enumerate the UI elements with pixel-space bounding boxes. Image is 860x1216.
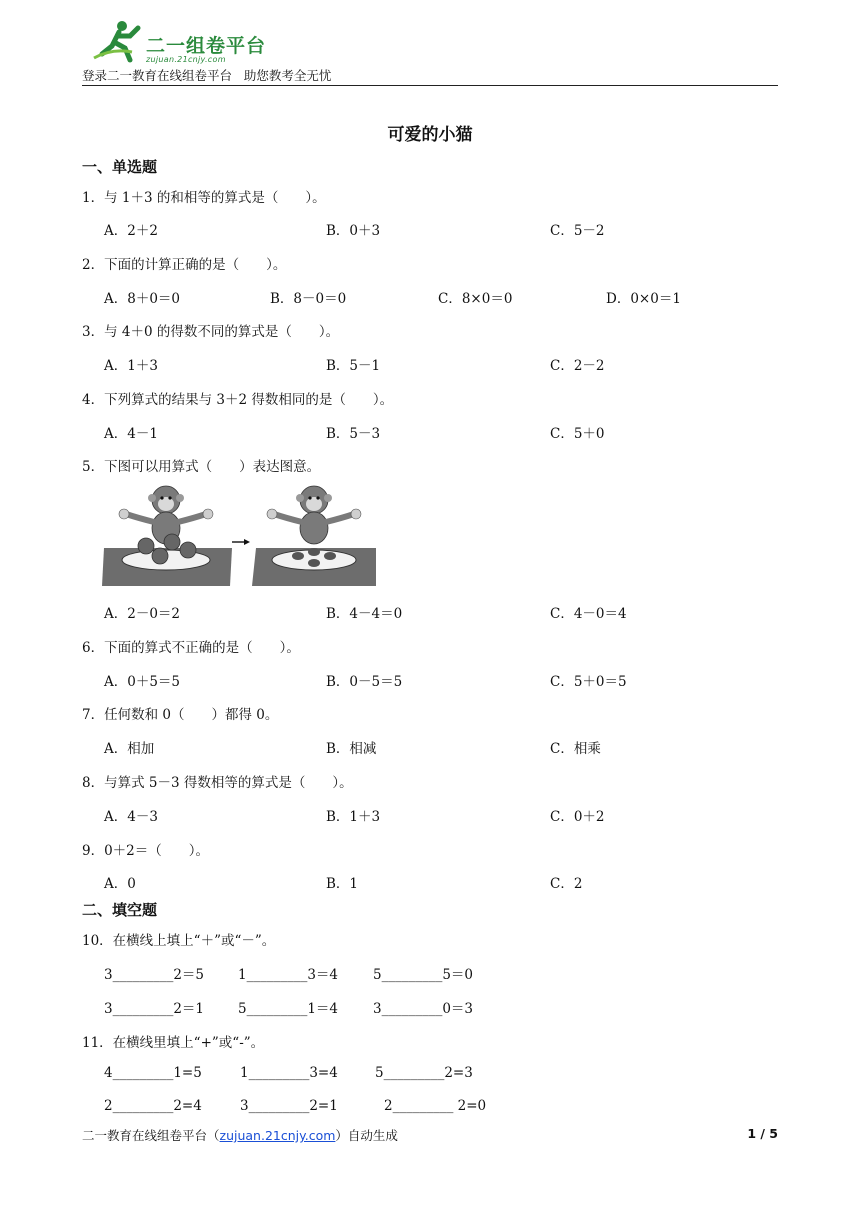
- q4-option-b[interactable]: B．5－3: [326, 426, 381, 442]
- q6-option-c[interactable]: C．5＋0＝5: [550, 674, 627, 690]
- question-11: 11．在横线里填上“+”或“-”。: [82, 1035, 265, 1051]
- monkey-with-peach-pits-icon: [252, 486, 376, 586]
- q4-option-a[interactable]: A．4－1: [104, 426, 158, 442]
- question-5: 5．下图可以用算式（ ）表达图意。: [82, 459, 321, 475]
- q10-blank-4[interactable]: 3_________2＝1: [104, 1001, 205, 1017]
- q9-option-b[interactable]: B．1: [326, 876, 359, 892]
- question-7: 7．任何数和 0（ ）都得 0。: [82, 707, 279, 723]
- q2-option-a[interactable]: A．8＋0＝0: [104, 291, 181, 307]
- section-heading-fill-in: 二、填空题: [82, 901, 158, 919]
- q11-blank-2[interactable]: 1_________3=4: [240, 1065, 338, 1081]
- q5-option-a[interactable]: A．2－0＝2: [104, 606, 181, 622]
- question-6: 6．下面的算式不正确的是（ ）。: [82, 640, 300, 656]
- brand-url: zujuan.21cnjy.com: [146, 55, 226, 64]
- q10-blank-3[interactable]: 5_________5＝0: [373, 967, 474, 983]
- q8-option-a[interactable]: A．4－3: [104, 809, 158, 825]
- monkey-peaches-illustration: [100, 484, 380, 588]
- question-8: 8．与算式 5－3 得数相等的算式是（ ）。: [82, 775, 353, 791]
- q1-option-a[interactable]: A．2＋2: [104, 223, 158, 239]
- q3-option-a[interactable]: A．1＋3: [104, 358, 158, 374]
- q9-option-a[interactable]: A．0: [104, 876, 136, 892]
- q5-option-c[interactable]: C．4－0＝4: [550, 606, 627, 622]
- q7-option-c[interactable]: C．相乘: [550, 741, 601, 757]
- q8-option-c[interactable]: C．0＋2: [550, 809, 605, 825]
- brand-logo-icon: [92, 18, 144, 64]
- q1-option-c[interactable]: C．5－2: [550, 223, 605, 239]
- q2-option-d[interactable]: D．0×0＝1: [606, 291, 681, 307]
- document-title: 可爱的小猫: [387, 125, 473, 145]
- q11-blank-4[interactable]: 2_________2=4: [104, 1098, 202, 1114]
- q7-option-b[interactable]: B．相减: [326, 741, 377, 757]
- q1-option-b[interactable]: B．0＋3: [326, 223, 381, 239]
- q4-option-c[interactable]: C．5＋0: [550, 426, 605, 442]
- q10-blank-1[interactable]: 3_________2＝5: [104, 967, 205, 983]
- q11-blank-6[interactable]: 2_________ 2=0: [384, 1098, 487, 1114]
- page-number: 1 / 5: [747, 1126, 778, 1141]
- question-1: 1．与 1＋3 的和相等的算式是（ ）。: [82, 190, 326, 206]
- footer-link[interactable]: zujuan.21cnjy.com: [219, 1128, 336, 1143]
- monkey-with-four-peaches-icon: [102, 486, 232, 586]
- footer-text: [82, 1126, 398, 1144]
- q3-option-c[interactable]: C．2－2: [550, 358, 605, 374]
- q2-option-b[interactable]: B．8－0＝0: [270, 291, 347, 307]
- q11-blank-1[interactable]: 4_________1=5: [104, 1065, 202, 1081]
- arrow-right-icon: [232, 539, 250, 545]
- header-tagline: 登录二一教育在线组卷平台 助您教考全无忧: [82, 68, 332, 83]
- q10-blank-6[interactable]: 3_________0＝3: [373, 1001, 474, 1017]
- q11-blank-5[interactable]: 3_________2=1: [240, 1098, 338, 1114]
- q8-option-b[interactable]: B．1＋3: [326, 809, 381, 825]
- question-3: 3．与 4＋0 的得数不同的算式是（ ）。: [82, 324, 340, 340]
- q11-blank-3[interactable]: 5_________2=3: [375, 1065, 473, 1081]
- q2-option-c[interactable]: C．8×0＝0: [438, 291, 513, 307]
- question-10: 10．在横线上填上“＋”或“－”。: [82, 933, 276, 949]
- footer-suffix: ）自动生成: [335, 1128, 398, 1143]
- q9-option-c[interactable]: C．2: [550, 876, 583, 892]
- q10-blank-2[interactable]: 1_________3＝4: [238, 967, 339, 983]
- q5-option-b[interactable]: B．4－4＝0: [326, 606, 403, 622]
- q10-blank-5[interactable]: 5_________1＝4: [238, 1001, 339, 1017]
- q7-option-a[interactable]: A．相加: [104, 741, 155, 757]
- question-4: 4．下列算式的结果与 3＋2 得数相同的是（ ）。: [82, 392, 394, 408]
- question-9: 9．0＋2＝（ ）。: [82, 843, 210, 859]
- q6-option-b[interactable]: B．0－5＝5: [326, 674, 403, 690]
- section-heading-single-choice: 一、单选题: [82, 158, 158, 176]
- question-2: 2．下面的计算正确的是（ ）。: [82, 257, 287, 273]
- brand-name: 二一组卷平台: [146, 35, 267, 57]
- footer-prefix: 二一教育在线组卷平台（: [82, 1128, 220, 1143]
- header-divider: [82, 85, 778, 86]
- q3-option-b[interactable]: B．5－1: [326, 358, 381, 374]
- q6-option-a[interactable]: A．0＋5＝5: [104, 674, 181, 690]
